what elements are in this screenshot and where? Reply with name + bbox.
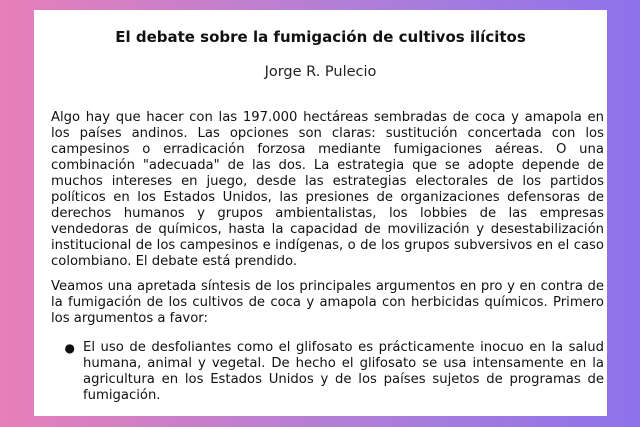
document-author: Jorge R. Pulecio: [264, 64, 377, 80]
bullet-icon: ●: [64, 341, 75, 355]
list-item-text: El uso de desfoliantes como el glifosato es prácticamente inocuo en la salud humana, animal y vegetal. De hecho el glifosato se usa intensamente en la agricultura en los Estados Unidos y de los países sujetos de programas de fumigación.: [83, 340, 604, 403]
paragraph-intro: Algo hay que hacer con las 197.000 hectáreas sembradas de coca y amapola en los países andinos. Las opciones son claras: sustitución concertada con los campesinos o erradicación forzosa mediante fumigaciones aéreas. O una combinación "adecuada" de las dos. La estrategia que se adopte depende de muchos intereses en juego, desde las estrategias electorales de los partidos políticos en los Estados Unidos, las presiones de organizaciones defensoras de derechos humanos y grupos ambientalistas, los lobbies de las empresas vendedoras de químicos, hasta la capacidad de movilización y desestabilización institucional de los campesinos e indígenas, o de los grupos subversivos en el caso colombiano. El debate está prendido.: [51, 110, 604, 269]
paragraph-arguments-intro: Veamos una apretada síntesis de los principales argumentos en pro y en contra de la fumigación de los cultivos de coca y amapola con herbicidas químicos. Primero los argumentos a favor:: [51, 279, 604, 326]
document-page: [34, 10, 607, 416]
document-title: El debate sobre la fumigación de cultivos ilícitos: [115, 28, 526, 46]
list-item: [51, 340, 604, 404]
arguments-list: [51, 340, 604, 404]
